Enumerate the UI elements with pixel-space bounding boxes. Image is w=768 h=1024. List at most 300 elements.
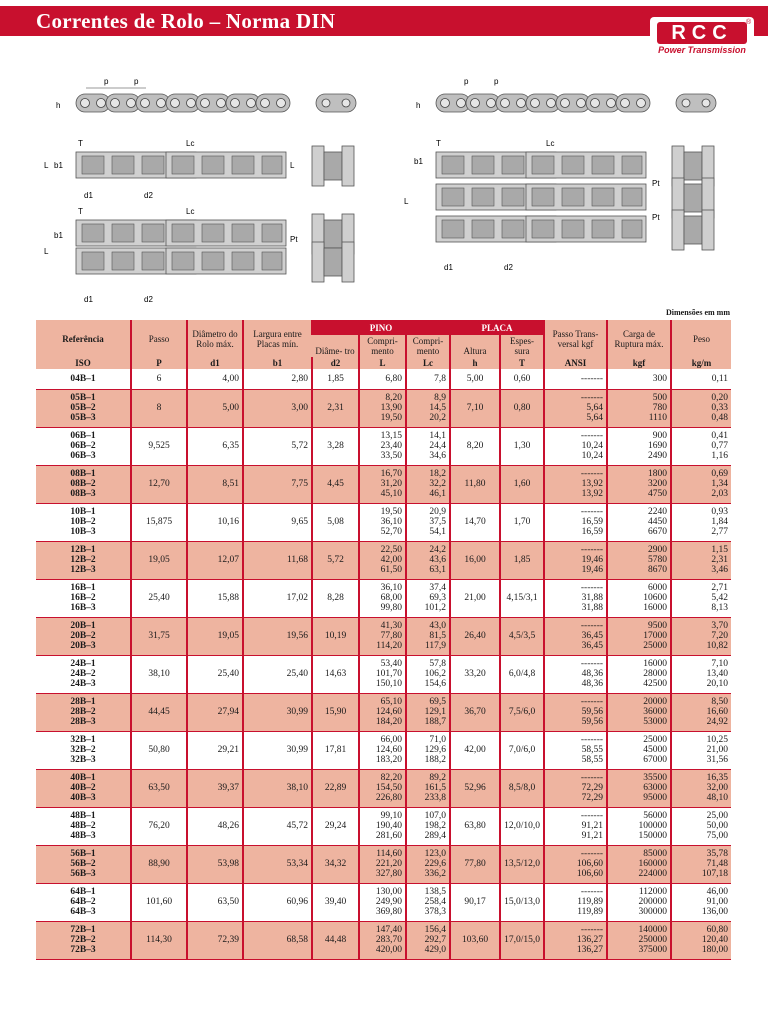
cell-pt-value: 72,29 xyxy=(581,793,604,803)
svg-text:h: h xyxy=(416,101,421,110)
cell-w-value: 71,48 xyxy=(706,859,729,869)
cell-l xyxy=(359,617,406,655)
svg-text:d1: d1 xyxy=(444,263,453,272)
cell-pt-value: 16,59 xyxy=(581,517,604,527)
cell-pt-value: 36,45 xyxy=(581,631,604,641)
cell-b1: 68,58 xyxy=(243,921,312,959)
cell-l-value: 23,40 xyxy=(380,441,402,451)
cell-ref-value: 32B–3 xyxy=(70,755,96,765)
cell-t: 7,0/6,0 xyxy=(500,731,544,769)
triplex-end-view xyxy=(672,146,714,250)
cell-kgf-value: 780 xyxy=(652,403,668,413)
cell-d2: 4,45 xyxy=(312,465,359,503)
cell-l-value: 147,40 xyxy=(375,925,402,935)
cell-kgf xyxy=(607,655,671,693)
svg-text:b1: b1 xyxy=(54,231,63,240)
cell-pt xyxy=(544,369,607,389)
cell-kgf-value: 4450 xyxy=(648,517,668,527)
svg-text:d2: d2 xyxy=(144,191,153,200)
cell-w-value: 0,93 xyxy=(711,507,729,517)
unit-l: L xyxy=(359,357,406,369)
table-row xyxy=(36,883,731,921)
cell-h: 103,60 xyxy=(450,921,500,959)
cell-w-value: 2,31 xyxy=(711,555,729,565)
cell-ref-value: 48B–2 xyxy=(70,821,96,831)
cell-pt-value: 136,27 xyxy=(576,945,604,955)
svg-text:T: T xyxy=(436,139,441,148)
cell-kgf-value: 1800 xyxy=(648,469,668,479)
side-view-left xyxy=(56,77,290,112)
cell-kgf-value: 20000 xyxy=(643,697,668,707)
svg-text:h: h xyxy=(56,101,61,110)
cell-lc-value: 429,0 xyxy=(424,945,447,955)
cell-pt-value: 58,55 xyxy=(581,745,604,755)
cell-t: 4,5/3,5 xyxy=(500,617,544,655)
cell-l-value: 154,50 xyxy=(375,783,402,793)
table-row xyxy=(36,693,731,731)
cell-lc xyxy=(406,369,450,389)
duplex-top-view xyxy=(44,207,298,304)
cell-l xyxy=(359,769,406,807)
cell-h: 52,96 xyxy=(450,769,500,807)
cell-pt-value: 91,21 xyxy=(581,821,604,831)
cell-t: 8,5/8,0 xyxy=(500,769,544,807)
svg-text:Pt: Pt xyxy=(290,235,298,244)
header-d1: Diâmetro do Rolo máx. xyxy=(187,320,243,357)
cell-w-value: 1,15 xyxy=(711,545,729,555)
cell-ref-value: 56B–2 xyxy=(70,859,96,869)
cell-kgf-value: 224000 xyxy=(638,869,668,879)
cell-w-value: 2,03 xyxy=(711,489,729,499)
cell-pt-value: 31,88 xyxy=(581,603,604,613)
header-group-pino: PINO xyxy=(312,320,450,335)
cell-ref-value: 64B–1 xyxy=(70,887,96,897)
cell-kgf-value: 10600 xyxy=(643,593,668,603)
cell-w-value: 24,92 xyxy=(706,717,729,727)
cell-ref-value: 10B–1 xyxy=(70,507,96,517)
svg-text:L: L xyxy=(404,197,409,206)
cell-pt-value: ------- xyxy=(580,849,604,859)
cell-kgf-value: 112000 xyxy=(638,887,668,897)
cell-l-value: 77,80 xyxy=(380,631,402,641)
cell-l-value: 6,80 xyxy=(385,373,402,384)
cell-ref xyxy=(36,731,131,769)
cell-ref xyxy=(36,807,131,845)
cell-ref-value: 12B–3 xyxy=(70,565,96,575)
cell-kgf-value: 36000 xyxy=(643,707,668,717)
cell-d2: 22,89 xyxy=(312,769,359,807)
cell-p: 6 xyxy=(131,369,187,389)
unit-b1: b1 xyxy=(243,357,312,369)
cell-lc-value: 43,0 xyxy=(429,621,447,631)
cell-h: 42,00 xyxy=(450,731,500,769)
cell-l-value: 124,60 xyxy=(375,707,402,717)
table-row xyxy=(36,731,731,769)
cell-d1: 19,05 xyxy=(187,617,243,655)
cell-pt xyxy=(544,769,607,807)
cell-pt xyxy=(544,465,607,503)
cell-d1: 25,40 xyxy=(187,655,243,693)
cell-ref xyxy=(36,389,131,427)
cell-l-value: 66,00 xyxy=(380,735,402,745)
cell-lc-value: 54,1 xyxy=(429,527,447,537)
cell-pt-value: 19,46 xyxy=(581,565,604,575)
cell-b1: 5,72 xyxy=(243,427,312,465)
cell-pt xyxy=(544,541,607,579)
cell-pt-value: 5,64 xyxy=(586,403,604,413)
cell-w-value: 50,00 xyxy=(706,821,729,831)
cell-w xyxy=(671,921,731,959)
cell-ref-value: 28B–3 xyxy=(70,717,96,727)
cell-b1: 60,96 xyxy=(243,883,312,921)
cell-lc-value: 46,1 xyxy=(429,489,447,499)
cell-d2: 5,08 xyxy=(312,503,359,541)
cell-kgf xyxy=(607,579,671,617)
cell-p: 88,90 xyxy=(131,845,187,883)
cell-lc-value: 258,4 xyxy=(424,897,447,907)
cell-ref xyxy=(36,655,131,693)
cell-lc xyxy=(406,883,450,921)
cell-kgf-value: 150000 xyxy=(638,831,668,841)
cell-ref-value: 48B–3 xyxy=(70,831,96,841)
cell-ref-value: 48B–1 xyxy=(70,811,96,821)
cell-w-value: 0,41 xyxy=(711,431,729,441)
cell-pt-value: 119,89 xyxy=(577,897,604,907)
cell-l-value: 183,20 xyxy=(375,755,402,765)
cell-pt xyxy=(544,579,607,617)
end-view-side-right xyxy=(676,94,716,112)
cell-kgf-value: 1110 xyxy=(648,413,668,423)
header-d2: Diâme- tro xyxy=(312,335,359,357)
cell-lc-value: 161,5 xyxy=(424,783,447,793)
cell-kgf-value: 2490 xyxy=(648,451,668,461)
cell-l xyxy=(359,921,406,959)
unit-t: T xyxy=(500,357,544,369)
cell-d2: 39,40 xyxy=(312,883,359,921)
cell-l xyxy=(359,369,406,389)
cell-lc xyxy=(406,579,450,617)
cell-l-value: 99,80 xyxy=(380,603,402,613)
cell-lc-value: 107,0 xyxy=(424,811,447,821)
cell-lc-value: 188,7 xyxy=(424,717,447,727)
cell-lc-value: 57,8 xyxy=(429,659,447,669)
cell-pt-value: ------- xyxy=(580,469,604,479)
svg-text:Lc: Lc xyxy=(546,139,555,148)
cell-b1: 19,56 xyxy=(243,617,312,655)
cell-pt-value: 106,60 xyxy=(576,869,604,879)
cell-ref-value: 08B–1 xyxy=(70,469,96,479)
cell-kgf-value: 95000 xyxy=(643,793,668,803)
cell-d1: 10,16 xyxy=(187,503,243,541)
cell-h: 16,00 xyxy=(450,541,500,579)
cell-kgf-value: 1690 xyxy=(648,441,668,451)
cell-l-value: 150,10 xyxy=(375,679,402,689)
cell-lc-value: 154,6 xyxy=(424,679,447,689)
header-pt: Passo Trans- versal kgf xyxy=(544,320,607,357)
cell-t: 1,70 xyxy=(500,503,544,541)
cell-lc xyxy=(406,427,450,465)
cell-l xyxy=(359,693,406,731)
cell-w-value: 8,13 xyxy=(711,603,729,613)
cell-lc-value: 20,9 xyxy=(429,507,447,517)
cell-lc-value: 37,4 xyxy=(429,583,447,593)
cell-w-value: 0,11 xyxy=(711,373,729,384)
cell-b1: 30,99 xyxy=(243,731,312,769)
cell-l-value: 19,50 xyxy=(380,507,402,517)
cell-w-value: 180,00 xyxy=(701,945,729,955)
cell-kgf xyxy=(607,883,671,921)
cell-lc xyxy=(406,769,450,807)
cell-lc-value: 233,8 xyxy=(424,793,447,803)
cell-l-value: 22,50 xyxy=(380,545,402,555)
cell-pt-value: 36,45 xyxy=(581,641,604,651)
cell-pt-value: ------- xyxy=(580,659,604,669)
cell-lc-value: 117,9 xyxy=(425,641,447,651)
cell-p: 38,10 xyxy=(131,655,187,693)
cell-p: 12,70 xyxy=(131,465,187,503)
cell-lc-value: 81,5 xyxy=(429,631,447,641)
cell-d1: 63,50 xyxy=(187,883,243,921)
cell-pt-value: 10,24 xyxy=(581,451,604,461)
cell-w-value: 20,10 xyxy=(706,679,729,689)
cell-l xyxy=(359,807,406,845)
cell-l-value: 8,20 xyxy=(385,393,402,403)
cell-kgf-value: 8670 xyxy=(648,565,668,575)
svg-text:Pt: Pt xyxy=(652,179,660,188)
cell-pt-value: 10,24 xyxy=(581,441,604,451)
cell-ref xyxy=(36,883,131,921)
cell-b1: 7,75 xyxy=(243,465,312,503)
unit-p: P xyxy=(131,357,187,369)
cell-ref-value: 05B–2 xyxy=(70,403,96,413)
cell-l xyxy=(359,655,406,693)
cell-l-value: 13,15 xyxy=(380,431,402,441)
cell-h: 14,70 xyxy=(450,503,500,541)
cell-l-value: 221,20 xyxy=(375,859,402,869)
cell-w-value: 1,16 xyxy=(711,451,729,461)
cell-w xyxy=(671,845,731,883)
cell-kgf-value: 140000 xyxy=(638,925,668,935)
cell-h: 8,20 xyxy=(450,427,500,465)
cell-ref xyxy=(36,617,131,655)
cell-lc-value: 8,9 xyxy=(434,393,447,403)
svg-text:p: p xyxy=(134,77,139,86)
cell-t: 6,0/4,8 xyxy=(500,655,544,693)
cell-d1: 12,07 xyxy=(187,541,243,579)
svg-text:b1: b1 xyxy=(414,157,423,166)
cell-l-value: 42,00 xyxy=(380,555,402,565)
cell-kgf xyxy=(607,807,671,845)
cell-w xyxy=(671,731,731,769)
table-row xyxy=(36,427,731,465)
cell-lc xyxy=(406,465,450,503)
svg-text:L: L xyxy=(44,247,49,256)
cell-l-value: 13,90 xyxy=(380,403,402,413)
cell-w xyxy=(671,655,731,693)
cell-d1: 27,94 xyxy=(187,693,243,731)
table-row xyxy=(36,655,731,693)
unit-d1: d1 xyxy=(187,357,243,369)
cell-l-value: 36,10 xyxy=(380,583,402,593)
cell-t: 12,0/10,0 xyxy=(500,807,544,845)
cell-l xyxy=(359,427,406,465)
spec-table-body xyxy=(36,369,731,959)
page-header xyxy=(0,0,768,55)
cell-kgf-value: 2900 xyxy=(648,545,668,555)
cell-b1: 17,02 xyxy=(243,579,312,617)
cell-w-value: 35,78 xyxy=(706,849,729,859)
cell-ref xyxy=(36,541,131,579)
svg-text:L: L xyxy=(290,161,295,170)
cell-w xyxy=(671,807,731,845)
cell-l-value: 99,10 xyxy=(380,811,402,821)
cell-l xyxy=(359,389,406,427)
cell-w-value: 31,56 xyxy=(706,755,729,765)
cell-t: 0,60 xyxy=(500,369,544,389)
cell-kgf-value: 900 xyxy=(652,431,668,441)
cell-w-value: 0,48 xyxy=(711,413,729,423)
duplex-end-view xyxy=(312,214,354,282)
cell-w xyxy=(671,389,731,427)
header-h: Altura xyxy=(450,335,500,357)
cell-ref xyxy=(36,845,131,883)
cell-l-value: 249,90 xyxy=(375,897,402,907)
cell-kgf-value: 85000 xyxy=(643,849,668,859)
cell-lc-value: 336,2 xyxy=(424,869,447,879)
cell-h: 77,80 xyxy=(450,845,500,883)
table-row xyxy=(36,617,731,655)
cell-p: 25,40 xyxy=(131,579,187,617)
cell-h: 36,70 xyxy=(450,693,500,731)
cell-p: 9,525 xyxy=(131,427,187,465)
svg-text:T: T xyxy=(78,139,83,148)
cell-lc-value: 188,2 xyxy=(424,755,447,765)
cell-pt-value: ------- xyxy=(580,621,604,631)
cell-d1: 8,51 xyxy=(187,465,243,503)
cell-w-value: 1,34 xyxy=(711,479,729,489)
cell-d1: 4,00 xyxy=(187,369,243,389)
cell-w-value: 2,71 xyxy=(711,583,729,593)
cell-ref xyxy=(36,369,131,389)
cell-t: 0,80 xyxy=(500,389,544,427)
cell-h: 5,00 xyxy=(450,369,500,389)
cell-lc xyxy=(406,617,450,655)
cell-l-value: 190,40 xyxy=(375,821,402,831)
cell-pt-value: ------- xyxy=(580,431,604,441)
header-kgf: Carga de Ruptura máx. xyxy=(607,320,671,357)
cell-w-value: 91,00 xyxy=(706,897,729,907)
cell-ref-value: 56B–1 xyxy=(70,849,96,859)
logo-mark: RCC xyxy=(657,22,747,44)
cell-w-value: 0,20 xyxy=(711,393,729,403)
cell-kgf-value: 300000 xyxy=(638,907,668,917)
cell-ref xyxy=(36,503,131,541)
cell-pt-value: 31,88 xyxy=(581,593,604,603)
cell-l-value: 226,80 xyxy=(375,793,402,803)
cell-lc-value: 129,6 xyxy=(424,745,447,755)
cell-ref-value: 08B–3 xyxy=(70,489,96,499)
cell-kgf xyxy=(607,617,671,655)
cell-b1: 11,68 xyxy=(243,541,312,579)
cell-ref-value: 28B–1 xyxy=(70,697,96,707)
cell-lc-value: 129,1 xyxy=(424,707,447,717)
cell-l-value: 41,30 xyxy=(380,621,402,631)
cell-l xyxy=(359,579,406,617)
cell-ref-value: 20B–1 xyxy=(70,621,96,631)
cell-ref-value: 12B–2 xyxy=(70,555,96,565)
cell-d1: 5,00 xyxy=(187,389,243,427)
cell-l-value: 16,70 xyxy=(380,469,402,479)
cell-ref-value: 40B–3 xyxy=(70,793,96,803)
cell-l-value: 420,00 xyxy=(375,945,402,955)
cell-kgf xyxy=(607,389,671,427)
cell-ref xyxy=(36,427,131,465)
cell-p: 8 xyxy=(131,389,187,427)
cell-p: 101,60 xyxy=(131,883,187,921)
cell-t: 17,0/15,0 xyxy=(500,921,544,959)
cell-lc xyxy=(406,541,450,579)
cell-pt-value: 72,29 xyxy=(581,783,604,793)
cell-l-value: 124,60 xyxy=(375,745,402,755)
cell-ref-value: 24B–1 xyxy=(70,659,96,669)
cell-kgf-value: 42500 xyxy=(643,679,668,689)
table-row xyxy=(36,389,731,427)
cell-pt-value: ------- xyxy=(580,811,604,821)
cell-pt-value: ------- xyxy=(580,887,604,897)
chain-drawings xyxy=(36,64,736,312)
header-l: Compri- mento xyxy=(359,335,406,357)
cell-pt-value: 59,56 xyxy=(581,707,604,717)
cell-ref-value: 72B–1 xyxy=(70,925,96,935)
cell-kgf-value: 6670 xyxy=(648,527,668,537)
cell-p: 44,45 xyxy=(131,693,187,731)
cell-w-value: 48,10 xyxy=(706,793,729,803)
side-view-right xyxy=(416,77,650,112)
cell-lc-value: 229,6 xyxy=(424,859,447,869)
rcc-logo xyxy=(650,17,754,63)
cell-w xyxy=(671,883,731,921)
end-view-side-left xyxy=(316,94,356,112)
cell-w xyxy=(671,465,731,503)
cell-ref-value: 56B–3 xyxy=(70,869,96,879)
cell-ref-value: 05B–1 xyxy=(70,393,96,403)
simplex-end-view xyxy=(312,146,354,186)
svg-text:Lc: Lc xyxy=(186,207,195,216)
cell-kgf-value: 16000 xyxy=(643,603,668,613)
cell-w xyxy=(671,579,731,617)
cell-w xyxy=(671,769,731,807)
cell-kgf-value: 6000 xyxy=(648,583,668,593)
cell-w-value: 10,82 xyxy=(706,641,729,651)
units-note: Dimensões em mm xyxy=(666,308,730,317)
cell-kgf xyxy=(607,465,671,503)
cell-ref-value: 32B–2 xyxy=(70,745,96,755)
cell-l-value: 65,10 xyxy=(380,697,402,707)
cell-t: 1,60 xyxy=(500,465,544,503)
svg-text:p: p xyxy=(104,77,109,86)
cell-ref-value: 06B–1 xyxy=(70,431,96,441)
cell-lc-value: 378,3 xyxy=(424,907,447,917)
cell-t: 15,0/13,0 xyxy=(500,883,544,921)
cell-kgf-value: 67000 xyxy=(643,755,668,765)
cell-l-value: 45,10 xyxy=(380,489,402,499)
svg-text:d1: d1 xyxy=(84,191,93,200)
cell-lc-value: 138,5 xyxy=(424,887,447,897)
cell-lc xyxy=(406,693,450,731)
cell-d1: 53,98 xyxy=(187,845,243,883)
cell-pt xyxy=(544,845,607,883)
cell-w-value: 25,00 xyxy=(706,811,729,821)
